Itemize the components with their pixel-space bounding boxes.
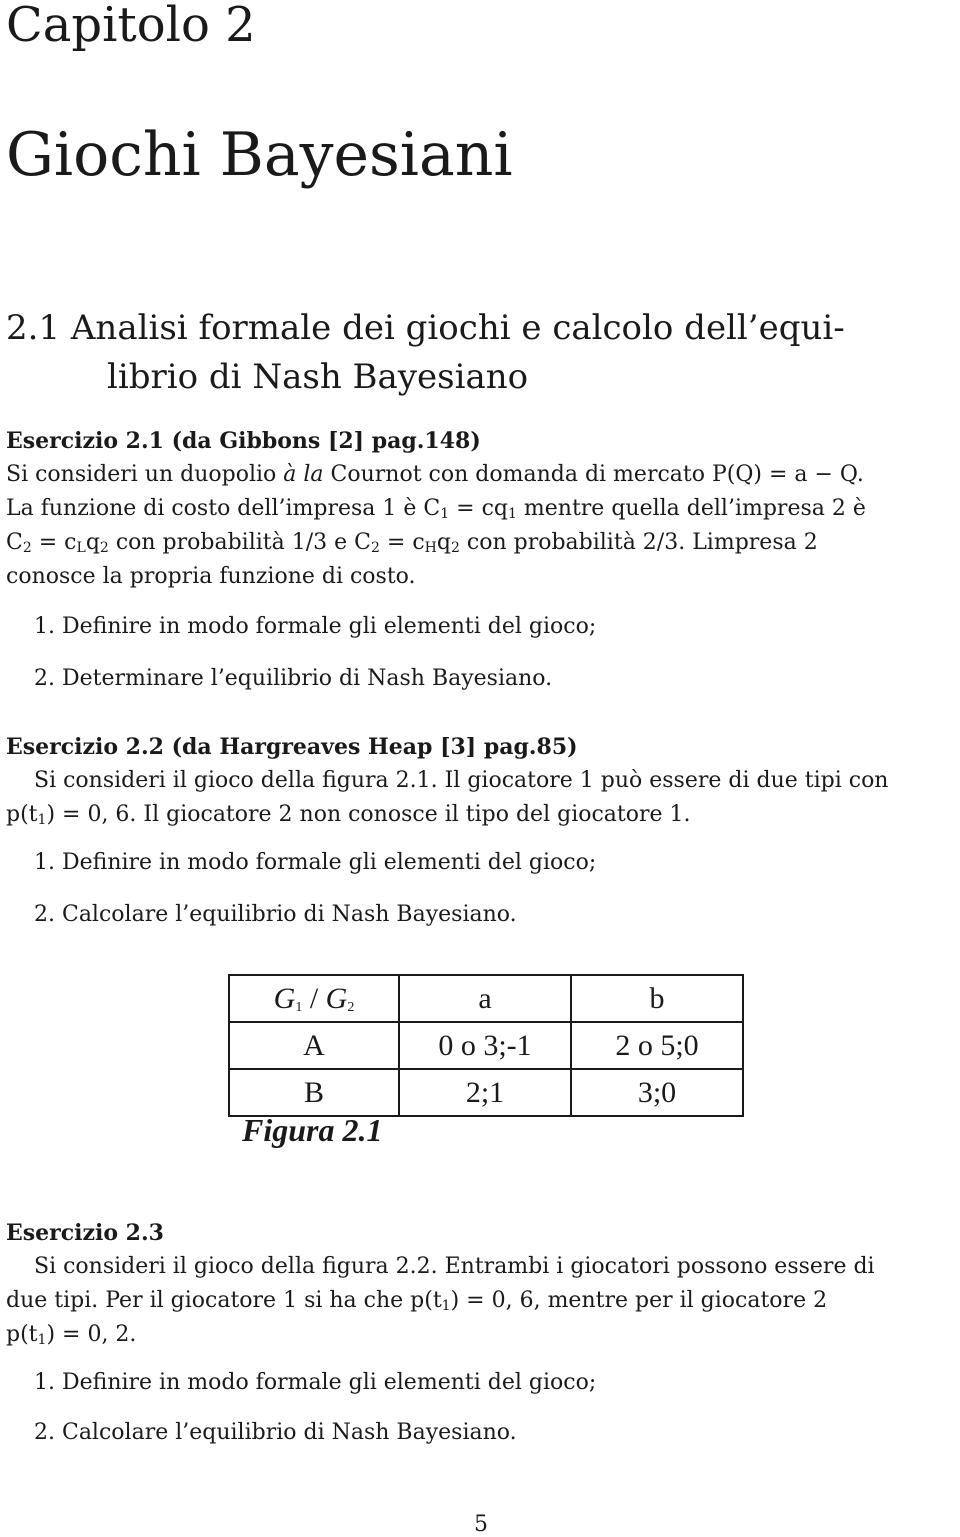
exercise-2-3-item1: 1. Definire in modo formale gli elementi del gioco; xyxy=(34,1370,597,1395)
figure-2-1-payoff-table xyxy=(228,974,744,1117)
table-row xyxy=(229,1022,743,1069)
row-label: A xyxy=(229,1022,399,1069)
exercise-2-1-item2: 2. Determinare l’equilibrio di Nash Bayesiano. xyxy=(34,666,553,691)
exercise-2-1-heading: Esercizio 2.1 (da Gibbons [2] pag.148) xyxy=(6,428,481,454)
exercise-2-2-heading: Esercizio 2.2 (da Hargreaves Heap [3] pag.85) xyxy=(6,734,578,760)
exercise-2-2-line2: $p(t_1) = 0$, 6. Il giocatore 2 non conosce il tipo del giocatore 1. xyxy=(6,802,691,828)
section-heading-line2: librio di Nash Bayesiano xyxy=(107,357,529,397)
exercise-2-2-item1: 1. Definire in modo formale gli elementi del gioco; xyxy=(34,850,597,875)
column-header-b: b xyxy=(571,975,743,1022)
page-number: 5 xyxy=(474,1512,488,1537)
exercise-2-3-heading: Esercizio 2.3 xyxy=(6,1220,164,1246)
table-header-row xyxy=(229,975,743,1022)
table-cell: 0 o 3;-1 xyxy=(399,1022,571,1069)
exercise-2-2-line1: Si consideri il gioco della figura 2.1. Il giocatore 1 può essere di due tipi con xyxy=(34,768,889,793)
exercise-2-2-item2: 2. Calcolare l’equilibrio di Nash Bayesiano. xyxy=(34,902,517,927)
exercise-2-3-line2: due tipi. Per il giocatore 1 si ha che $p(t_1) = 0$, 6, mentre per il giocatore 2 xyxy=(6,1288,828,1314)
table-cell: 2 o 5;0 xyxy=(571,1022,743,1069)
chapter-title: Giochi Bayesiani xyxy=(6,120,513,190)
column-header-a: a xyxy=(399,975,571,1022)
exercise-2-1-item1: 1. Definire in modo formale gli elementi del gioco; xyxy=(34,614,597,639)
table-corner-cell: $G_1 / G_2$ xyxy=(229,975,399,1022)
exercise-2-1-line1: Si consideri un duopolio à la Cournot con domanda di mercato P(Q) = a − Q. xyxy=(6,462,864,487)
exercise-2-3-line1: Si consideri il gioco della figura 2.2. Entrambi i giocatori possono essere di xyxy=(34,1254,875,1279)
chapter-label: Capitolo 2 xyxy=(6,0,256,53)
figure-caption: Figura 2.1 xyxy=(242,1112,383,1148)
exercise-2-3-line3: $p(t_1) = 0$, 2. xyxy=(6,1322,137,1348)
exercise-2-1-line3: $C_2 = c_Lq_2$ con probabilità 1/3 e $C_2 = c_Hq_2$ con probabilità 2/3. Limpresa 2 xyxy=(6,530,818,556)
table-cell: 3;0 xyxy=(571,1069,743,1116)
table-cell: 2;1 xyxy=(399,1069,571,1116)
section-heading-line1: 2.1 Analisi formale dei giochi e calcolo dell’equi- xyxy=(6,308,845,348)
exercise-2-1-line2: La funzione di costo dell’impresa 1 è $C_1 = cq_1$ mentre quella dell’impresa 2 è xyxy=(6,496,866,522)
exercise-2-1-line4: conosce la propria funzione di costo. xyxy=(6,564,416,589)
table-row xyxy=(229,1069,743,1116)
exercise-2-3-item2: 2. Calcolare l’equilibrio di Nash Bayesiano. xyxy=(34,1420,517,1445)
row-label: B xyxy=(229,1069,399,1116)
